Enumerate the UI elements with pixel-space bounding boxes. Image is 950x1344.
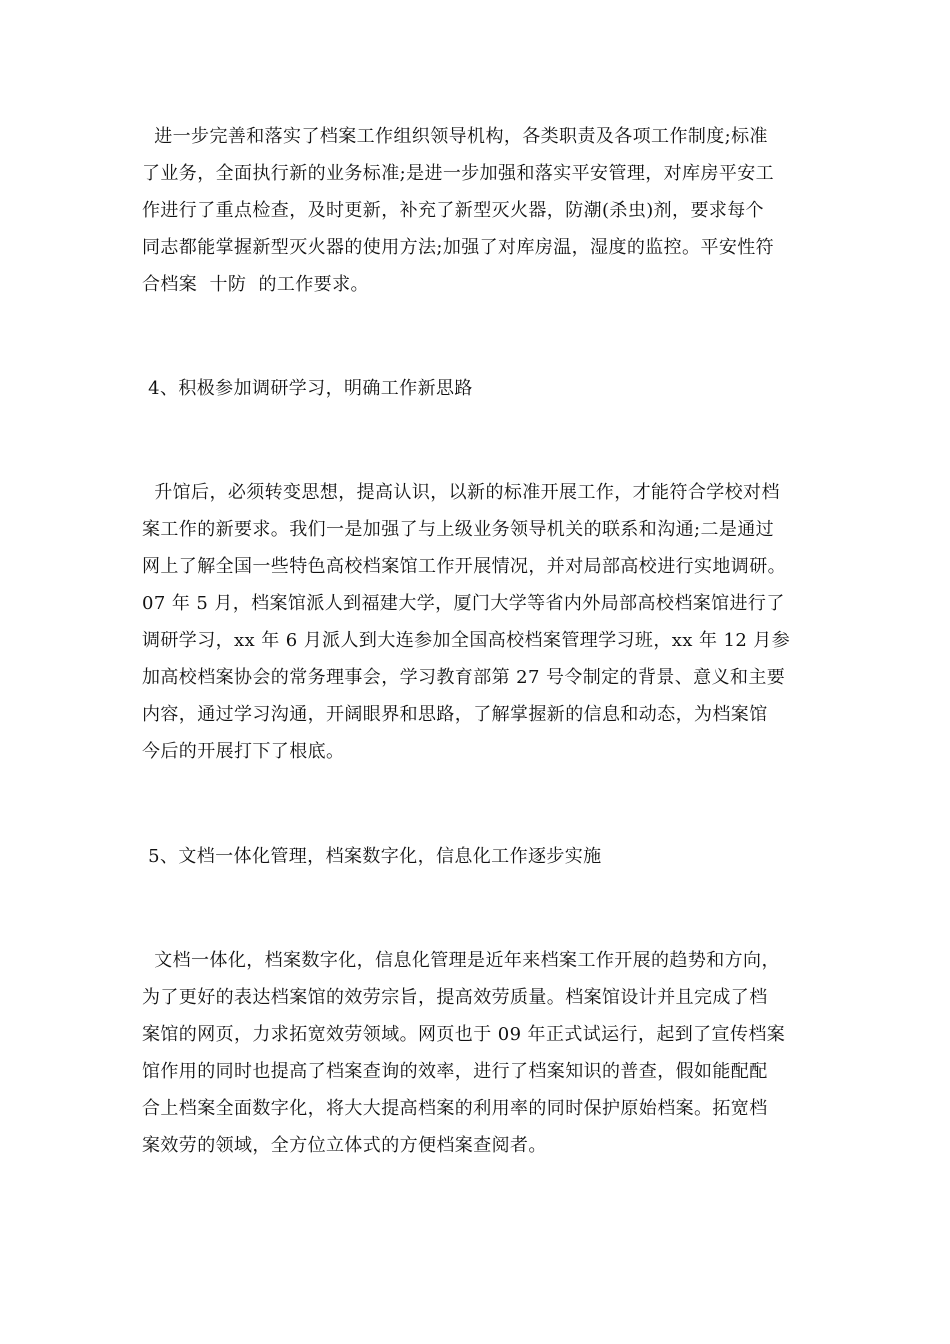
- paragraph-2-line-8: 今后的开展打下了根底。: [142, 741, 345, 762]
- paragraph-2-line-6: 加高校档案协会的常务理事会，学习教育部第 27 号令制定的背景、意义和主要: [142, 667, 786, 688]
- paragraph-3-line-1: 文档一体化，档案数字化，信息化管理是近年来档案工作开展的趋势和方向，: [142, 950, 780, 971]
- paragraph-1-line-3: 作进行了重点检查，及时更新，补充了新型灭火器，防潮(杀虫)剂，要求每个: [142, 200, 765, 221]
- paragraph-2-line-2: 案工作的新要求。我们一是加强了与上级业务领导机关的联系和沟通;二是通过: [142, 519, 775, 540]
- paragraph-1-line-5: 合档案 十防 的工作要求。: [142, 274, 369, 295]
- paragraph-3-line-4: 馆作用的同时也提高了档案查询的效率，进行了档案知识的普查，假如能配配: [142, 1061, 768, 1082]
- paragraph-3-line-2: 为了更好的表达档案馆的效劳宗旨，提高效劳质量。档案馆设计并且完成了档: [142, 987, 768, 1008]
- paragraph-3-line-3: 案馆的网页，力求拓宽效劳领域。网页也于 09 年正式试运行，起到了宣传档案: [142, 1024, 786, 1045]
- paragraph-1-line-2: 了业务，全面执行新的业务标准;是进一步加强和落实平安管理，对库房平安工: [142, 163, 775, 184]
- paragraph-1-line-4: 同志都能掌握新型灭火器的使用方法;加强了对库房温，湿度的监控。平安性符: [142, 237, 775, 258]
- paragraph-3-line-5: 合上档案全面数字化，将大大提高档案的利用率的同时保护原始档案。拓宽档: [142, 1098, 768, 1119]
- paragraph-1-line-1: 进一步完善和落实了档案工作组织领导机构，各类职责及各项工作制度;标准: [142, 126, 768, 147]
- paragraph-2-line-5: 调研学习，xx 年 6 月派人到大连参加全国高校档案管理学习班，xx 年 12 月参: [142, 630, 791, 651]
- section-heading-4: 4、积极参加调研学习，明确工作新思路: [142, 378, 473, 399]
- paragraph-2-line-1: 升馆后，必须转变思想，提高认识，以新的标准开展工作，才能符合学校对档: [142, 482, 780, 503]
- paragraph-2-line-3: 网上了解全国一些特色高校档案馆工作开展情况，并对局部高校进行实地调研。: [142, 556, 786, 577]
- paragraph-2-line-7: 内容，通过学习沟通，开阔眼界和思路，了解掌握新的信息和动态，为档案馆: [142, 704, 768, 725]
- paragraph-2-line-4: 07 年 5 月，档案馆派人到福建大学，厦门大学等省内外局部高校档案馆进行了: [142, 593, 785, 614]
- paragraph-3-line-6: 案效劳的领域，全方位立体式的方便档案查阅者。: [142, 1135, 547, 1156]
- section-heading-5: 5、文档一体化管理，档案数字化，信息化工作逐步实施: [142, 846, 602, 867]
